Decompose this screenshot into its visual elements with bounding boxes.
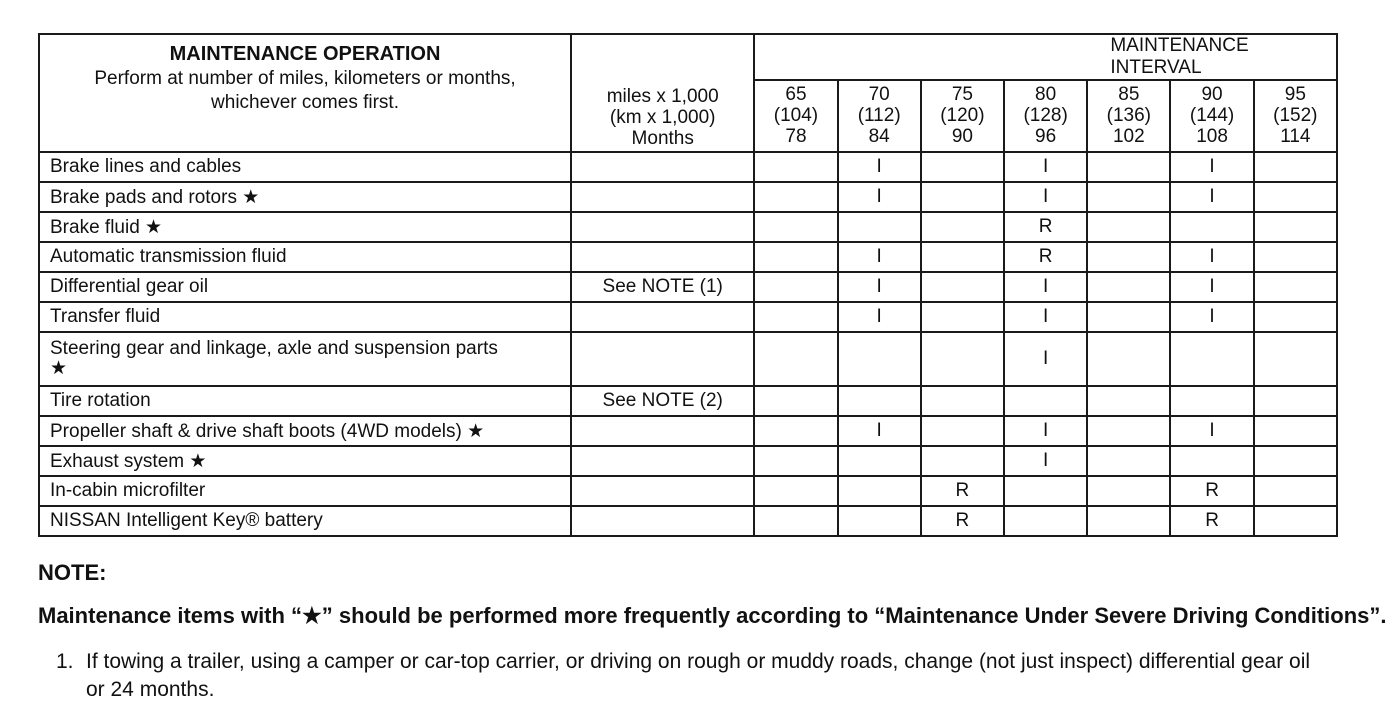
- maintenance-operation-subtitle-1: Perform at number of miles, kilometers or months,: [94, 68, 516, 89]
- units-km-label: (km x 1,000): [609, 107, 716, 128]
- interval-mark-cell: [1254, 476, 1337, 506]
- note-reference-cell: [571, 182, 754, 212]
- maintenance-item-cell: [39, 302, 571, 332]
- interval-mark-cell: [838, 332, 921, 386]
- interval-mark-cell: [1087, 272, 1170, 302]
- interval-mark-cell: [1254, 506, 1337, 536]
- interval-mark-cell: I: [838, 416, 921, 446]
- maintenance-item-label: Tire rotation: [50, 390, 151, 411]
- interval-mark-cell: [1087, 506, 1170, 536]
- interval-mark-cell: [838, 476, 921, 506]
- interval-mark-cell: [1087, 332, 1170, 386]
- interval-mark-cell: [921, 416, 1004, 446]
- note-reference-cell: [571, 476, 754, 506]
- interval-mark-cell: [838, 506, 921, 536]
- note-list: [56, 648, 1310, 704]
- interval-column-header: [1004, 80, 1087, 152]
- units-header: [571, 34, 754, 152]
- interval-mark-cell: [754, 446, 837, 476]
- maintenance-item-label-continued: ★: [50, 358, 68, 379]
- interval-column-header: [1170, 80, 1253, 152]
- interval-mark-cell: I: [1004, 272, 1087, 302]
- maintenance-item-label: Differential gear oil: [50, 276, 209, 297]
- interval-mark-cell: [1087, 212, 1170, 242]
- maintenance-item-cell: [39, 476, 571, 506]
- interval-mark-cell: [1254, 332, 1337, 386]
- interval-mark-cell: [921, 212, 1004, 242]
- note-reference-cell: [571, 242, 754, 272]
- interval-mark-cell: [921, 332, 1004, 386]
- interval-mark-cell: [754, 506, 837, 536]
- table-row: [39, 242, 1337, 272]
- interval-months: 84: [868, 125, 890, 147]
- interval-mark-cell: [921, 182, 1004, 212]
- interval-mark-cell: [1004, 386, 1087, 416]
- interval-months: 78: [785, 125, 807, 147]
- table-row: [39, 476, 1337, 506]
- interval-mark-cell: [754, 182, 837, 212]
- interval-miles: 90: [1201, 83, 1223, 105]
- maintenance-item-label: Exhaust system ★: [50, 450, 207, 472]
- note-reference-cell: [571, 152, 754, 182]
- interval-mark-cell: I: [838, 242, 921, 272]
- interval-mark-cell: I: [1004, 152, 1087, 182]
- interval-mark-cell: [1254, 302, 1337, 332]
- interval-mark-cell: I: [1004, 416, 1087, 446]
- maintenance-item-label: Propeller shaft & drive shaft boots (4WD models) ★: [50, 420, 485, 442]
- interval-mark-cell: [1087, 302, 1170, 332]
- note-reference-cell: [571, 446, 754, 476]
- interval-months: 108: [1196, 125, 1228, 147]
- interval-mark-cell: [1254, 182, 1337, 212]
- interval-km: (136): [1106, 104, 1152, 126]
- interval-mark-cell: [1170, 446, 1253, 476]
- interval-mark-cell: [1087, 182, 1170, 212]
- maintenance-item-label: Brake pads and rotors ★: [50, 186, 260, 208]
- interval-mark-cell: [1254, 416, 1337, 446]
- interval-mark-cell: R: [921, 476, 1004, 506]
- interval-mark-cell: I: [1170, 272, 1253, 302]
- interval-mark-cell: [1254, 272, 1337, 302]
- interval-mark-cell: I: [838, 182, 921, 212]
- maintenance-item-cell: [39, 242, 571, 272]
- maintenance-item-cell: [39, 182, 571, 212]
- units-months-label: Months: [631, 128, 694, 149]
- table-row: [39, 416, 1337, 446]
- interval-mark-cell: [754, 302, 837, 332]
- interval-km: (128): [1023, 104, 1068, 126]
- interval-mark-cell: [754, 212, 837, 242]
- interval-mark-cell: [754, 476, 837, 506]
- interval-mark-cell: [1170, 386, 1253, 416]
- maintenance-item-label: Brake fluid ★: [50, 216, 163, 238]
- note-reference-cell: [571, 212, 754, 242]
- interval-km: (144): [1189, 104, 1235, 126]
- maintenance-table: [38, 33, 1338, 537]
- maintenance-table-container: [38, 33, 1318, 535]
- interval-mark-cell: R: [1004, 242, 1087, 272]
- interval-mark-cell: [1254, 152, 1337, 182]
- severe-conditions-note: Maintenance items with “★” should be performed more frequently according to “Maintenance Under Severe Driving Conditions”.: [38, 603, 1387, 628]
- interval-mark-cell: R: [1170, 506, 1253, 536]
- interval-mark-cell: [1004, 506, 1087, 536]
- maintenance-operation-subtitle-2: whichever comes first.: [211, 92, 399, 113]
- interval-mark-cell: [1087, 416, 1170, 446]
- interval-mark-cell: [1254, 212, 1337, 242]
- interval-mark-cell: I: [1170, 182, 1253, 212]
- interval-mark-cell: [1254, 446, 1337, 476]
- interval-miles: 75: [951, 83, 973, 105]
- table-row: [39, 302, 1337, 332]
- interval-column-header: [1087, 80, 1170, 152]
- interval-mark-cell: [921, 302, 1004, 332]
- interval-mark-cell: [1087, 446, 1170, 476]
- interval-mark-cell: [838, 212, 921, 242]
- interval-mark-cell: [1087, 476, 1170, 506]
- interval-km: (104): [773, 104, 819, 126]
- interval-mark-cell: I: [1170, 242, 1253, 272]
- table-row: [39, 182, 1337, 212]
- table-row: [39, 446, 1337, 476]
- maintenance-operation-header: [39, 34, 571, 152]
- interval-mark-cell: I: [1004, 332, 1087, 386]
- table-row: [39, 272, 1337, 302]
- maintenance-item-cell: [39, 416, 571, 446]
- interval-mark-cell: [754, 272, 837, 302]
- interval-mark-cell: I: [838, 152, 921, 182]
- interval-mark-cell: I: [1004, 182, 1087, 212]
- note-title: NOTE:: [38, 560, 107, 585]
- interval-mark-cell: [754, 242, 837, 272]
- maintenance-item-label: Steering gear and linkage, axle and suspension parts: [50, 338, 498, 359]
- maintenance-interval-header: MAINTENANCE INTERVAL: [754, 34, 1337, 80]
- interval-mark-cell: [921, 446, 1004, 476]
- note-reference-cell: [571, 332, 754, 386]
- units-miles-label: miles x 1,000: [606, 86, 719, 107]
- interval-mark-cell: [838, 386, 921, 416]
- interval-mark-cell: [754, 416, 837, 446]
- note-reference-cell: [571, 506, 754, 536]
- note-item-number: 1.: [56, 650, 74, 673]
- note-reference-cell: [571, 416, 754, 446]
- interval-mark-cell: [1087, 242, 1170, 272]
- maintenance-item-cell: [39, 332, 571, 386]
- maintenance-item-cell: [39, 152, 571, 182]
- interval-miles: 80: [1035, 83, 1057, 105]
- interval-mark-cell: [921, 242, 1004, 272]
- table-row: [39, 506, 1337, 536]
- interval-months: 90: [951, 125, 973, 147]
- note-reference-cell: [571, 302, 754, 332]
- interval-mark-cell: [1170, 332, 1253, 386]
- table-row: [39, 212, 1337, 242]
- note-reference-cell: See NOTE (2): [571, 386, 754, 416]
- interval-mark-cell: [921, 152, 1004, 182]
- maintenance-item-cell: [39, 212, 571, 242]
- interval-mark-cell: I: [838, 272, 921, 302]
- maintenance-item-cell: [39, 272, 571, 302]
- interval-mark-cell: [1087, 386, 1170, 416]
- interval-mark-cell: R: [1170, 476, 1253, 506]
- interval-mark-cell: [1170, 212, 1253, 242]
- interval-column-header: [838, 80, 921, 152]
- interval-mark-cell: [921, 386, 1004, 416]
- interval-km: (112): [857, 104, 901, 126]
- maintenance-item-label: Transfer fluid: [50, 306, 161, 327]
- interval-mark-cell: I: [1170, 152, 1253, 182]
- maintenance-operation-title: MAINTENANCE OPERATION: [169, 43, 441, 65]
- interval-column-header: [921, 80, 1004, 152]
- interval-months: 96: [1035, 125, 1057, 147]
- interval-miles: 85: [1118, 83, 1140, 105]
- interval-km: (152): [1273, 104, 1318, 126]
- interval-mark-cell: I: [1004, 446, 1087, 476]
- table-row: [39, 386, 1337, 416]
- maintenance-item-cell: [39, 506, 571, 536]
- note-item-text-line2: or 24 months.: [86, 678, 215, 701]
- interval-column-header: [1254, 80, 1337, 152]
- interval-months: 114: [1280, 125, 1311, 147]
- interval-mark-cell: [1254, 386, 1337, 416]
- interval-mark-cell: [838, 446, 921, 476]
- interval-mark-cell: [754, 332, 837, 386]
- interval-mark-cell: [754, 386, 837, 416]
- interval-column-header: [754, 80, 837, 152]
- table-row: [39, 332, 1337, 386]
- interval-mark-cell: R: [1004, 212, 1087, 242]
- interval-mark-cell: [1254, 242, 1337, 272]
- interval-miles: 65: [785, 83, 807, 105]
- interval-mark-cell: [1004, 476, 1087, 506]
- interval-miles: 95: [1284, 83, 1306, 105]
- interval-months: 102: [1112, 125, 1145, 147]
- interval-mark-cell: I: [1170, 302, 1253, 332]
- maintenance-item-label: Automatic transmission fluid: [50, 246, 287, 267]
- maintenance-item-label: Brake lines and cables: [50, 156, 242, 177]
- maintenance-item-label: In-cabin microfilter: [50, 480, 206, 501]
- interval-mark-cell: [754, 152, 837, 182]
- interval-mark-cell: [921, 272, 1004, 302]
- maintenance-item-cell: [39, 386, 571, 416]
- interval-km: (120): [940, 104, 985, 126]
- interval-mark-cell: I: [1004, 302, 1087, 332]
- maintenance-item-label: NISSAN Intelligent Key® battery: [50, 510, 323, 531]
- note-reference-cell: See NOTE (1): [571, 272, 754, 302]
- note-item-text-line1: If towing a trailer, using a camper or car-top carrier, or driving on rough or muddy roads, change (not just inspect) differential gear oil: [86, 650, 1311, 673]
- interval-miles: 70: [868, 83, 890, 105]
- interval-mark-cell: R: [921, 506, 1004, 536]
- table-row: [39, 152, 1337, 182]
- interval-mark-cell: I: [1170, 416, 1253, 446]
- interval-mark-cell: I: [838, 302, 921, 332]
- interval-mark-cell: [1087, 152, 1170, 182]
- maintenance-item-cell: [39, 446, 571, 476]
